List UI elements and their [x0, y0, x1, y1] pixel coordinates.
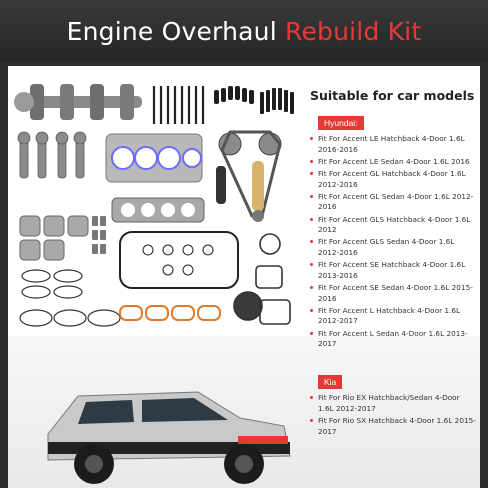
bearings-image — [92, 216, 106, 254]
crankshaft-image — [14, 84, 142, 120]
pistons-image — [20, 216, 88, 260]
title-banner — [0, 0, 488, 62]
list-item: Fit For Accent GLS Sedan 4-Door 1.6L 2012-2016 — [318, 237, 476, 258]
list-item: Fit For Accent GL Hatchback 4-Door 1.6L 2012-2016 — [318, 169, 476, 190]
head-gasket-image — [106, 134, 202, 182]
misc-gaskets-image — [234, 234, 290, 324]
hyundai-model-list — [304, 134, 476, 350]
piston-rings-image — [20, 270, 120, 326]
list-item: Fit For Accent GL Sedan 4-Door 1.6L 2012-2016 — [318, 192, 476, 213]
list-item: Fit For Accent SE Hatchback 4-Door 1.6L 2013-2016 — [318, 260, 476, 281]
valve-cover-gasket-image — [120, 232, 238, 288]
timing-chain-image — [216, 132, 281, 222]
list-item: Fit For Accent L Sedan 4-Door 1.6L 2013-2017 — [318, 329, 476, 350]
title-main: Engine Overhaul — [66, 16, 286, 46]
models-heading: Suitable for car models — [310, 88, 475, 103]
product-card — [8, 66, 480, 488]
title-accent: Rebuild Kit — [285, 16, 422, 46]
intake-gasket-image — [120, 306, 220, 320]
list-item: Fit For Rio EX Hatchback/Sedan 4-Door 1.6L 2012-2017 — [318, 393, 476, 414]
connecting-rods-image — [18, 132, 86, 178]
list-item: Fit For Accent LE Hatchback 4-Door 1.6L 2016-2016 — [318, 134, 476, 155]
engine-parts-illustration — [8, 66, 308, 346]
kia-model-list — [304, 393, 476, 437]
valve-lifters-image — [214, 86, 294, 114]
page-title — [67, 17, 422, 46]
list-item: Fit For Accent SE Sedan 4-Door 1.6L 2015-2016 — [318, 283, 476, 304]
brand-label-kia: Kia — [318, 375, 342, 389]
brand-label-hyundai: Hyundai: — [318, 116, 364, 130]
suv-car-image — [8, 366, 308, 488]
list-item: Fit For Accent GLS Hatchback 4-Door 1.6L 2012 — [318, 215, 476, 236]
list-item: Fit For Accent L Hatchback 4-Door 1.6L 2012-2017 — [318, 306, 476, 327]
exhaust-gasket-image — [112, 198, 204, 222]
list-item: Fit For Rio SX Hatchback 4-Door 1.6L 2015-2017 — [318, 416, 476, 436]
head-bolts-image — [154, 86, 203, 124]
list-item: Fit For Accent LE Sedan 4-Door 1.6L 2016 — [318, 157, 476, 168]
compatible-models-panel — [304, 88, 476, 488]
